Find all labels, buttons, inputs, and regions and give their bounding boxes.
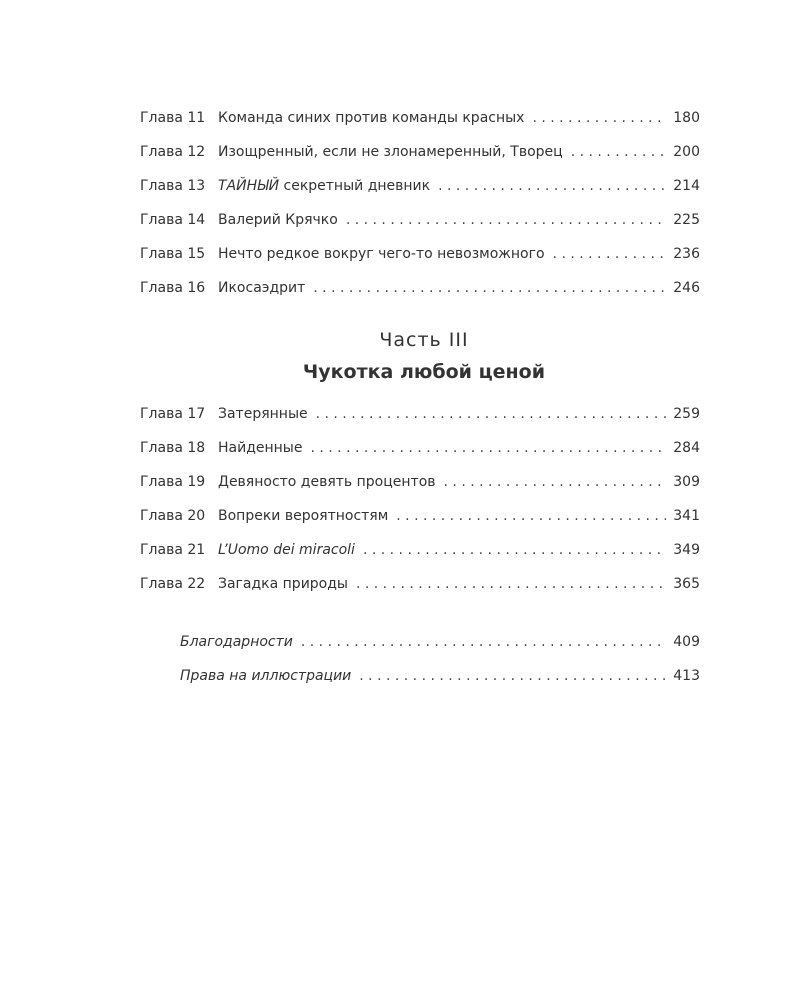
chapter-title <box>218 243 545 265</box>
chapter-title-text: Изощренный, если не злонамеренный, Творец <box>218 144 563 160</box>
chapter-number: Глава 13 <box>140 178 206 194</box>
chapter-title-italic: ТАЙНЫЙ <box>218 178 280 194</box>
dot-leader <box>553 243 666 265</box>
page-number: 236 <box>673 246 700 262</box>
chapter-number: Глава 12 <box>140 144 206 160</box>
page-number: 200 <box>673 144 700 160</box>
page-number: 246 <box>673 280 700 296</box>
page-number: 225 <box>673 212 700 228</box>
chapter-number: Глава 11 <box>140 110 206 126</box>
toc-entry[interactable] <box>140 573 700 595</box>
page-number: 349 <box>673 542 700 558</box>
chapter-title <box>218 175 430 197</box>
chapter-title <box>218 277 305 299</box>
dot-leader <box>313 277 666 299</box>
chapter-title <box>218 209 338 231</box>
page-number: 214 <box>673 178 700 194</box>
page-number: 259 <box>673 406 700 422</box>
chapter-title-text: Затерянные <box>218 406 308 422</box>
page-number: 409 <box>673 634 700 650</box>
chapter-title-text: секретный дневник <box>279 178 431 194</box>
dot-leader <box>532 107 666 129</box>
page-number: 341 <box>673 508 700 524</box>
chapter-title <box>218 505 388 527</box>
back-matter-title: Благодарности <box>180 634 293 650</box>
toc-entry[interactable] <box>140 209 700 231</box>
chapter-number: Глава 18 <box>140 440 206 456</box>
toc-entry[interactable] <box>140 243 700 265</box>
toc-entry[interactable] <box>140 539 700 561</box>
chapter-title-text: Валерий Крячко <box>218 212 338 228</box>
dot-leader <box>301 631 666 653</box>
chapter-title <box>218 539 355 561</box>
chapter-title-text: Девяносто девять процентов <box>218 474 436 490</box>
toc-entry[interactable] <box>140 471 700 493</box>
toc-entry[interactable] <box>140 107 700 129</box>
toc-entry[interactable] <box>140 437 700 459</box>
dot-leader <box>310 437 666 459</box>
chapter-title-text: Найденные <box>218 440 303 456</box>
toc-entry[interactable] <box>140 277 700 299</box>
page-number: 180 <box>673 110 700 126</box>
dot-leader <box>316 403 666 425</box>
chapter-number: Глава 17 <box>140 406 206 422</box>
dot-leader <box>396 505 666 527</box>
chapter-title <box>218 573 348 595</box>
toc-entry[interactable] <box>140 505 700 527</box>
chapter-number: Глава 22 <box>140 576 206 592</box>
dot-leader <box>444 471 666 493</box>
toc-entry[interactable] <box>140 175 700 197</box>
dot-leader <box>359 665 666 687</box>
page-number: 413 <box>673 668 700 684</box>
part-title: Чукотка любой ценой <box>302 361 546 383</box>
dot-leader <box>438 175 666 197</box>
toc-entry-back-matter[interactable] <box>180 665 700 687</box>
dot-leader <box>346 209 666 231</box>
toc-entry-back-matter[interactable] <box>180 631 700 653</box>
chapter-title-text: Вопреки вероятностям <box>218 508 389 524</box>
chapter-number: Глава 15 <box>140 246 206 262</box>
chapter-title-text: Загадка природы <box>218 576 348 592</box>
page-number: 309 <box>673 474 700 490</box>
part-label: Часть III <box>379 329 469 351</box>
chapter-number: Глава 19 <box>140 474 206 490</box>
chapter-number: Глава 16 <box>140 280 206 296</box>
chapter-number: Глава 21 <box>140 542 206 558</box>
chapter-title <box>218 437 302 459</box>
chapter-title <box>218 141 563 163</box>
chapter-title <box>218 107 524 129</box>
chapter-title-text: Команда синих против команды красных <box>218 110 525 126</box>
dot-leader <box>356 573 666 595</box>
page-number: 284 <box>673 440 700 456</box>
dot-leader <box>363 539 666 561</box>
page-number: 365 <box>673 576 700 592</box>
chapter-title-text: Нечто редкое вокруг чего-то невозможного <box>218 246 545 262</box>
chapter-number: Глава 20 <box>140 508 206 524</box>
chapter-title <box>218 403 308 425</box>
chapter-title-italic: L’Uomo dei miracoli <box>218 542 355 558</box>
chapter-number: Глава 14 <box>140 212 206 228</box>
toc-entry[interactable] <box>140 403 700 425</box>
dot-leader <box>571 141 666 163</box>
chapter-title-text: Икосаэдрит <box>218 280 306 296</box>
chapter-title <box>218 471 436 493</box>
back-matter-title: Права на иллюстрации <box>180 668 352 684</box>
toc-entry[interactable] <box>140 141 700 163</box>
